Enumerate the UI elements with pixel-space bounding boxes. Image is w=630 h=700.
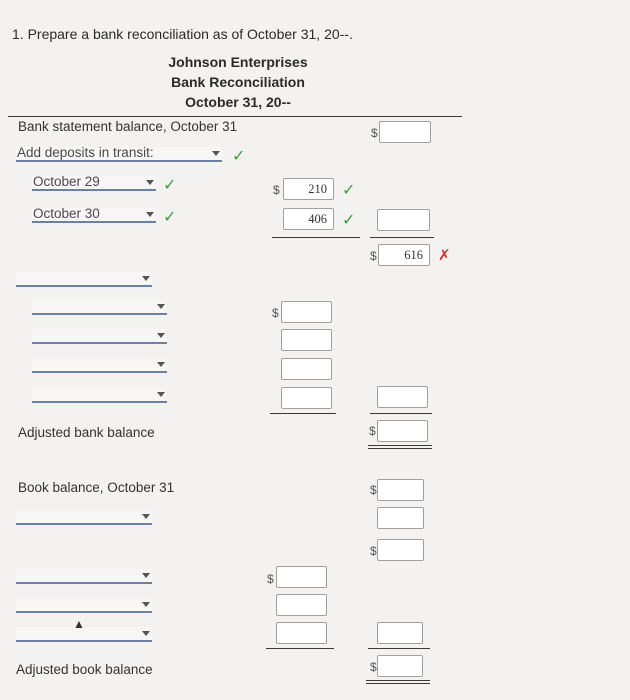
subtotal-rule — [272, 237, 360, 238]
check-icon: ✓ — [163, 209, 177, 226]
amount-input[interactable] — [281, 301, 332, 323]
book-balance-input[interactable] — [377, 479, 424, 501]
double-rule — [366, 683, 430, 684]
double-rule — [368, 448, 432, 449]
amount-input[interactable] — [281, 358, 332, 380]
adjusted-book-balance-input[interactable] — [377, 655, 423, 677]
chevron-down-icon — [142, 602, 150, 607]
double-rule — [368, 445, 432, 446]
chevron-down-icon — [157, 362, 165, 367]
oct30-amount-input[interactable]: 406 — [283, 208, 334, 230]
adjusted-book-balance-label: Adjusted book balance — [16, 662, 153, 677]
dollar-sign: $ — [370, 660, 377, 674]
deposits-in-transit-label: Add deposits in transit: — [17, 145, 154, 160]
check-icon: ✓ — [342, 182, 356, 199]
account-dropdown[interactable] — [16, 598, 152, 613]
subtotal-rule — [266, 648, 334, 649]
dollar-sign: $ — [369, 424, 376, 438]
subtotal-rule — [368, 648, 430, 649]
chevron-down-icon — [157, 392, 165, 397]
mouse-cursor-icon: ▲ — [73, 617, 85, 631]
amount-input[interactable] — [276, 566, 327, 588]
double-rule — [366, 680, 430, 681]
amount-input[interactable] — [276, 622, 327, 644]
chevron-down-icon — [146, 212, 154, 217]
dollar-sign: $ — [272, 306, 279, 320]
deposits-total-input[interactable]: 616 — [378, 244, 430, 266]
amount-input[interactable] — [276, 594, 327, 616]
oct30-dropdown[interactable] — [32, 208, 156, 223]
oct29-label: October 29 — [33, 174, 100, 189]
deposits-in-transit-dropdown[interactable] — [16, 147, 222, 162]
account-dropdown[interactable] — [16, 569, 152, 584]
amount-input[interactable] — [281, 387, 332, 409]
oct29-dropdown[interactable] — [32, 176, 156, 191]
subtotal-rule — [370, 237, 434, 238]
chevron-down-icon — [142, 514, 150, 519]
check-icon: ✓ — [163, 177, 177, 194]
oct30-label: October 30 — [33, 206, 100, 221]
chevron-down-icon — [157, 304, 165, 309]
dollar-sign: $ — [273, 183, 280, 197]
dollar-sign: $ — [370, 249, 377, 263]
amount-input[interactable] — [377, 622, 423, 644]
header-rule — [8, 116, 462, 117]
company-name: Johnson Enterprises — [168, 54, 308, 70]
bank-statement-balance-input[interactable] — [379, 121, 431, 143]
dollar-sign: $ — [370, 483, 377, 497]
bank-statement-balance-label: Bank statement balance, October 31 — [18, 119, 238, 134]
dollar-sign: $ — [370, 544, 377, 558]
amount-input[interactable] — [377, 507, 424, 529]
adjusted-bank-balance-input[interactable] — [377, 420, 428, 442]
account-dropdown[interactable] — [16, 510, 152, 525]
deposits-blank-input[interactable] — [377, 209, 430, 231]
chevron-down-icon — [142, 573, 150, 578]
dollar-sign: $ — [371, 126, 378, 140]
chevron-down-icon — [157, 333, 165, 338]
report-title: Bank Reconciliation — [171, 74, 305, 90]
question-text: 1. Prepare a bank reconciliation as of October 31, 20--. — [12, 26, 353, 42]
subtotal-rule — [370, 413, 432, 414]
amount-input[interactable] — [377, 539, 424, 561]
subtotal-rule — [270, 413, 336, 414]
account-dropdown[interactable] — [32, 388, 167, 403]
account-dropdown[interactable] — [16, 272, 152, 287]
dollar-sign: $ — [267, 572, 274, 586]
chevron-down-icon — [142, 631, 150, 636]
account-dropdown[interactable] — [32, 329, 167, 344]
chevron-down-icon — [142, 276, 150, 281]
amount-input[interactable] — [281, 329, 332, 351]
account-dropdown[interactable] — [32, 358, 167, 373]
chevron-down-icon — [146, 180, 154, 185]
oct29-amount-input[interactable]: 210 — [283, 178, 334, 200]
amount-input[interactable] — [377, 386, 428, 408]
report-date: October 31, 20-- — [185, 94, 291, 110]
adjusted-bank-balance-label: Adjusted bank balance — [18, 425, 155, 440]
check-icon: ✓ — [232, 148, 246, 165]
check-icon: ✓ — [342, 212, 356, 229]
book-balance-label: Book balance, October 31 — [18, 480, 175, 495]
account-dropdown[interactable] — [32, 300, 167, 315]
x-mark-icon: ✗ — [438, 247, 451, 264]
chevron-down-icon — [212, 151, 220, 156]
